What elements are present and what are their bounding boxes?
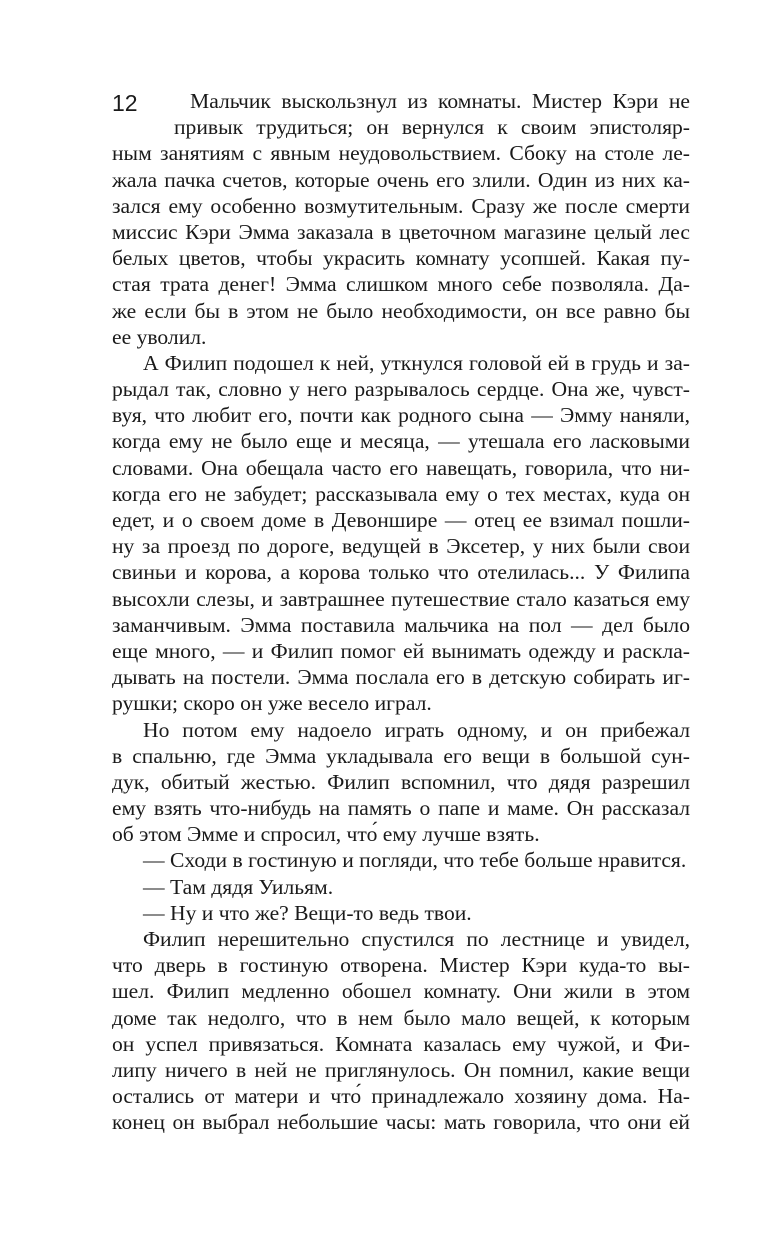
text-line: остались от матери и что́ принадлежало хозяину дома. На-	[112, 1084, 690, 1109]
text-line: зался ему особенно возмутительным. Сразу же после смерти	[112, 193, 690, 218]
text-line: что дверь в гостиную отворена. Мистер Кэри куда-то вы-	[112, 953, 690, 978]
text-line: свиньи и корова, а корова только что отелилась... У Филипа	[112, 560, 690, 585]
text-line: миссис Кэри Эмма заказала в цветочном магазине целый лес	[112, 219, 690, 244]
text-line: еще много, — и Филип помог ей вынимать одежду и раскла-	[112, 638, 690, 663]
text-line: рыдал так, словно у него разрывалось сердце. Она же, чувст-	[112, 377, 690, 402]
text-line: высохли слезы, и завтрашнее путешествие стало казаться ему	[112, 586, 690, 611]
text-line: об этом Эмме и спросил, что́ ему лучше взять.	[112, 822, 540, 847]
text-line: словами. Она обещала часто его навещать, говорила, что ни-	[112, 455, 690, 480]
text-line: ным занятиям с явным неудовольствием. Сбоку на столе ле-	[112, 141, 690, 166]
page-number: 12	[112, 90, 138, 116]
text-line: в спальню, где Эмма укладывала его вещи в большой сун-	[112, 743, 690, 768]
text-line: заманчивым. Эмма поставила мальчика на пол — дел было	[112, 612, 690, 637]
text-line: же если бы в этом не было необходимости, он все равно бы	[112, 298, 690, 323]
text-line: стая трата денег! Эмма слишком много себе позволяла. Да-	[112, 272, 690, 297]
text-line: Филип нерешительно спустился по лестнице и увидел,	[143, 927, 690, 951]
text-line: вуя, что любит его, почти как родного сына — Эмму наняли,	[112, 403, 690, 428]
text-line: рушки; скоро он уже весело играл.	[112, 691, 432, 716]
text-line: доме так недолго, что в нем было мало вещей, к которым	[112, 1005, 690, 1030]
text-line: когда ему не было еще и месяца, — утешала его ласковыми	[112, 429, 690, 454]
text-line: липу ничего в ней не приглянулось. Он помнил, какие вещи	[112, 1057, 690, 1082]
text-line: шел. Филип медленно обошел комнату. Они жили в этом	[112, 979, 690, 1004]
text-line: дывать на постели. Эмма послала его в детскую собирать иг-	[112, 665, 690, 690]
text-line: конец он выбрал небольшие часы: мать говорила, что они ей	[112, 1110, 690, 1135]
text-line: — Сходи в гостиную и погляди, что тебе больше нравится.	[143, 848, 687, 873]
text-line: едет, и о своем доме в Девоншире — отец ее взимал пошли-	[112, 508, 690, 532]
text-line: А Филип подошел к ней, уткнулся головой ей в грудь и за-	[143, 350, 690, 375]
text-line: дук, обитый жестью. Филип вспомнил, что дядя разрешил	[112, 769, 690, 794]
body-text	[112, 88, 690, 1136]
text-line: привык трудиться; он вернулся к своим эпистоляр-	[174, 115, 690, 140]
text-line: ему взять что-нибудь на память о папе и маме. Он рассказал	[112, 796, 690, 821]
text-line: — Там дядя Уильям.	[143, 874, 334, 899]
text-line: — Ну и что же? Вещи-то ведь твои.	[143, 900, 472, 925]
text-line: Мальчик выскользнул из комнаты. Мистер Кэри не	[190, 89, 690, 113]
text-line: ну за проезд по дороге, ведущей в Эксетер, у них были свои	[112, 534, 690, 559]
text-line: он успел привязаться. Комната казалась ему чужой, и Фи-	[112, 1031, 690, 1056]
text-line: белых цветов, чтобы украсить комнату усопшей. Какая пу-	[112, 246, 690, 271]
text-line: жала пачка счетов, которые очень его злили. Один из них ка-	[112, 167, 690, 192]
text-line: ее уволил.	[112, 324, 207, 349]
text-line: когда его не забудет; рассказывала ему о тех местах, куда он	[112, 481, 690, 506]
text-line: Но потом ему надоело играть одному, и он прибежал	[143, 717, 690, 742]
